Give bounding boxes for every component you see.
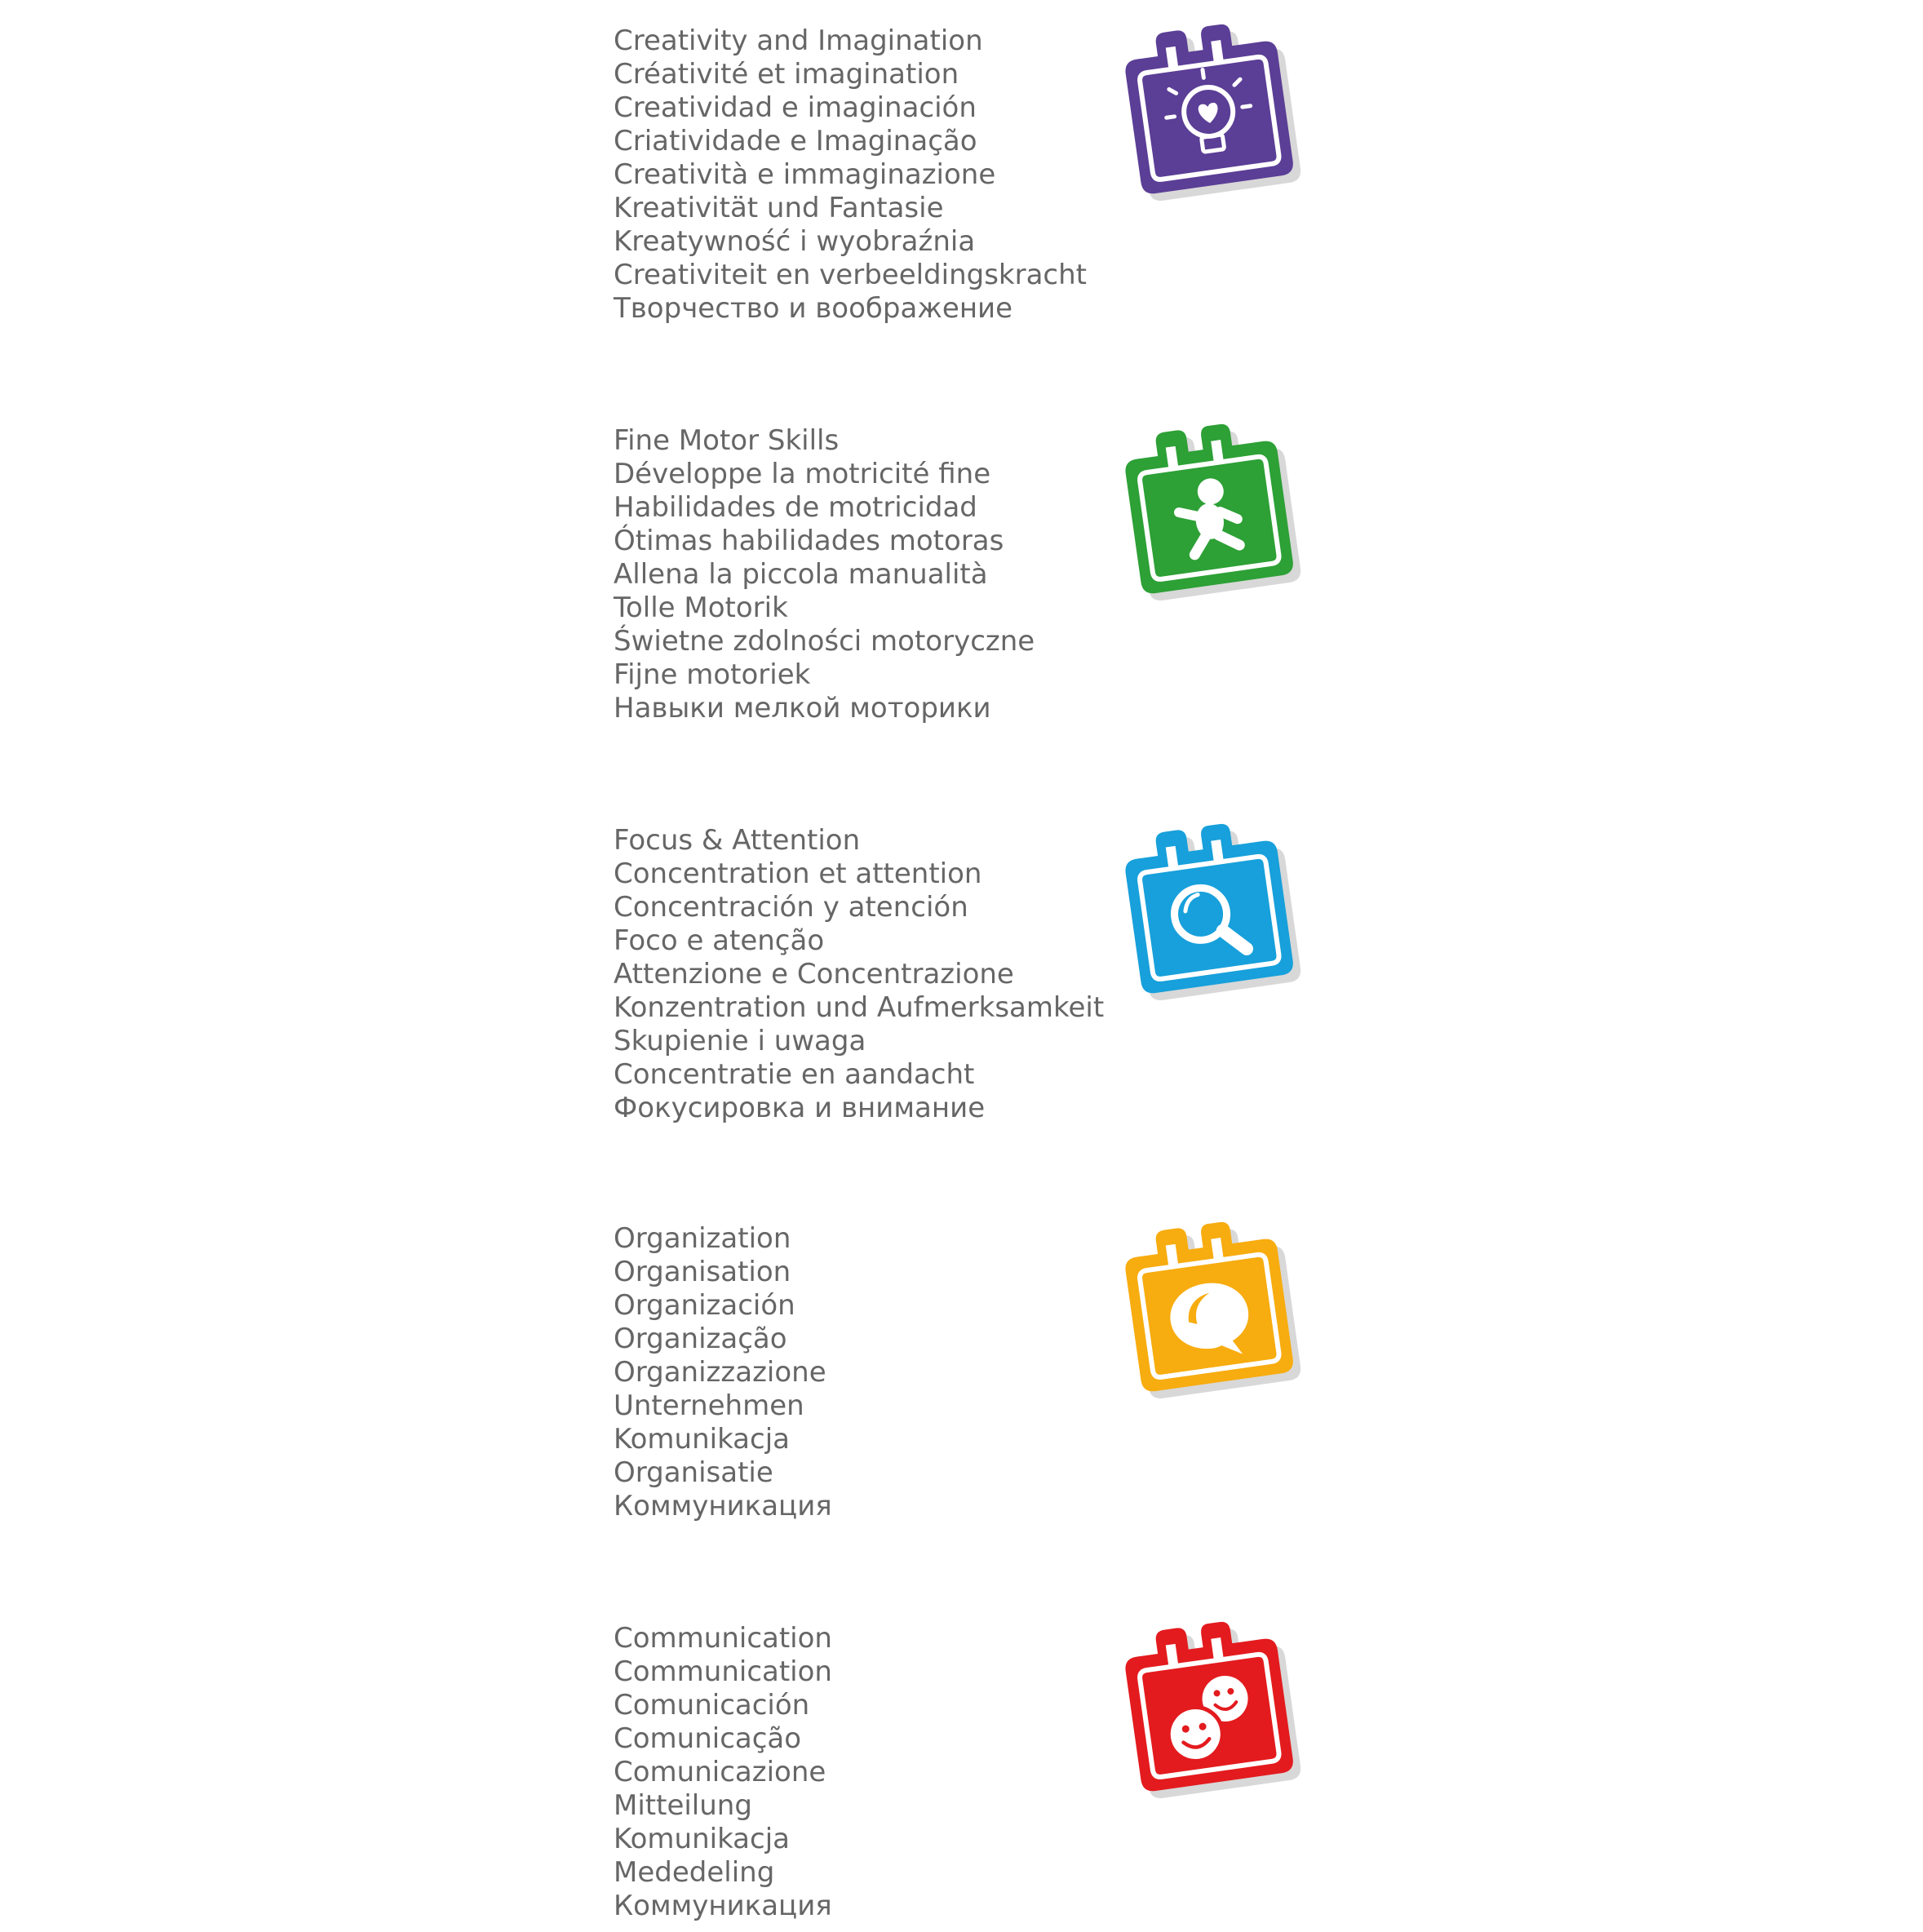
label-line: Фокусировка и внимание [614,1092,986,1124]
label-line: Criatividade e Imaginação [614,125,977,157]
label-line: Focus & Attention [614,824,861,857]
magnifier-icon [1099,812,1319,1032]
label-line: Organizzazione [614,1356,826,1389]
label-line: Mitteilung [614,1789,752,1822]
label-line: Świetne zdolności motoryczne [614,625,1035,658]
label-line: Habilidades de motricidad [614,491,977,524]
label-line: Comunicazione [614,1756,826,1788]
skill-section-creativity [614,24,1348,335]
label-line: Creatività e immaginazione [614,158,996,191]
skill-labels [614,1222,832,1523]
skill-section-communication [614,1622,1348,1932]
label-line: Коммуникация [614,1890,832,1922]
skill-section-fine-motor [614,424,1348,734]
label-line: Foco e atenção [614,924,825,957]
label-line: Attenzione e Concentrazione [614,958,1014,990]
label-line: Fijne motoriek [614,658,811,691]
label-line: Unternehmen [614,1389,804,1422]
skill-labels [614,1622,832,1923]
label-line: Творчество и воображение [614,292,1013,325]
label-line: Mededeling [614,1856,775,1889]
label-line: Concentration et attention [614,857,982,890]
label-line: Concentratie en aandacht [614,1058,975,1091]
label-line: Communication [614,1655,832,1688]
creativity-badge [1099,12,1319,233]
label-line: Creatividad e imaginación [614,91,977,124]
label-line: Allena la piccola manualità [614,558,988,591]
organization-badge [1099,1210,1319,1430]
label-line: Fine Motor Skills [614,424,840,457]
speech-bubble-icon [1099,1210,1319,1430]
smiley-faces-icon [1099,1610,1319,1830]
skill-section-focus [614,824,1348,1134]
label-line: Konzentration und Aufmerksamkeit [614,991,1105,1024]
label-line: Creativity and Imagination [614,24,983,57]
label-line: Comunicação [614,1722,802,1755]
label-line: Kreativität und Fantasie [614,192,944,224]
running-figure-icon [1099,412,1319,632]
skill-labels [614,24,1087,326]
label-line: Concentración y atención [614,891,968,924]
label-line: Créativité et imagination [614,58,959,91]
label-line: Organización [614,1289,795,1322]
label-line: Komunikacja [614,1423,790,1456]
lightbulb-heart-icon [1099,12,1319,233]
label-line: Organisatie [614,1456,773,1489]
label-line: Ótimas habilidades motoras [614,525,1004,557]
skill-labels [614,424,1035,725]
label-line: Organização [614,1323,787,1355]
fine-motor-badge [1099,412,1319,632]
label-line: Organisation [614,1256,791,1288]
label-line: Comunicación [614,1689,810,1722]
focus-badge [1099,812,1319,1032]
label-line: Навыки мелкой моторики [614,692,991,724]
label-line: Creativiteit en verbeeldingskracht [614,259,1088,291]
label-line: Kreatywność i wyobraźnia [614,225,976,258]
label-line: Коммуникация [614,1490,832,1522]
label-line: Organization [614,1222,791,1255]
label-line: Tolle Motorik [614,592,788,624]
label-line: Komunikacja [614,1823,790,1855]
communication-badge [1099,1610,1319,1830]
skill-section-organization [614,1222,1348,1532]
skill-labels [614,824,1104,1125]
label-line: Développe la motricité fine [614,458,991,490]
label-line: Communication [614,1622,832,1655]
label-line: Skupienie i uwaga [614,1025,866,1057]
